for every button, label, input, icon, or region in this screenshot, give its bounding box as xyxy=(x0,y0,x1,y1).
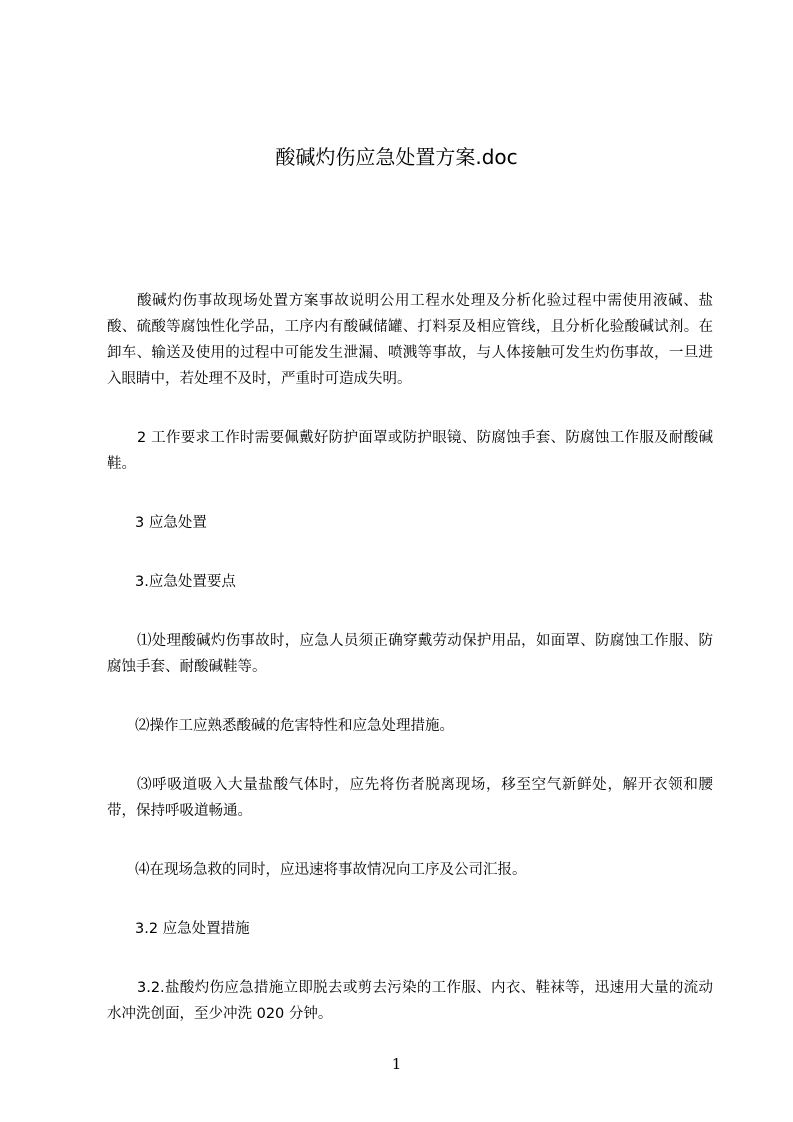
document-body xyxy=(107,288,713,1027)
page-number: 1 xyxy=(391,1055,402,1073)
list-item-protective-equipment: ⑴处理酸碱灼伤事故时，应急人员须正确穿戴劳动保护用品，如面罩、防腐蚀工作服、防腐蚀手套、耐酸碱鞋等。 xyxy=(107,633,713,675)
heading-disposal-measures: 3.2 应急处置措施 xyxy=(135,921,250,937)
heading-emergency-disposal: 3 应急处置 xyxy=(135,515,207,531)
list-item-hazard-familiarity: ⑵操作工应熟悉酸碱的危害特性和应急处理措施。 xyxy=(135,718,454,734)
document-title: 酸碱灼伤应急处置方案.doc xyxy=(275,145,518,169)
heading-disposal-key-points: 3.应急处置要点 xyxy=(135,574,236,590)
paragraph-work-requirements: 2 工作要求工作时需要佩戴好防护面罩或防护眼镜、防腐蚀手套、防腐蚀工作服及耐酸碱鞋。 xyxy=(107,430,713,472)
list-item-inhalation-response: ⑶呼吸道吸入大量盐酸气体时，应先将伤者脱离现场，移至空气新鲜处，解开衣领和腰带，保持呼吸道畅通。 xyxy=(107,777,713,819)
list-item-report-incident: ⑷在现场急救的同时，应迅速将事故情况向工序及公司汇报。 xyxy=(135,862,527,878)
paragraph-hydrochloric-acid-burn: 3.2.盐酸灼伤应急措施立即脱去或剪去污染的工作服、内衣、鞋袜等，迅速用大量的流动水冲洗创面，至少冲洗 020 分钟。 xyxy=(107,980,713,1022)
paragraph-incident-description: 酸碱灼伤事故现场处置方案事故说明公用工程水处理及分析化验过程中需使用液碱、盐酸、硫酸等腐蚀性化学品，工序内有酸碱储罐、打料泵及相应管线，且分析化验酸碱试剂。在卸车、输送及使用的过程中可能发生泄漏、喷溅等事故，与人体接触可发生灼伤事故，一旦进入眼睛中，若处理不及时，严重时可造成失明。 xyxy=(107,293,713,387)
